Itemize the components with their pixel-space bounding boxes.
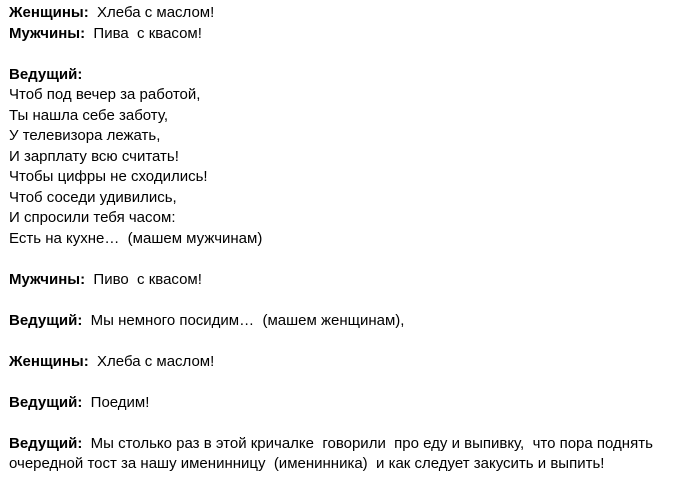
verse-line: Чтоб соседи удивились, [9,188,177,206]
document-body [9,3,695,475]
blank-line [9,44,695,65]
verse-line: Ты нашла себе заботу, [9,106,169,124]
verse-line: Есть на кухне… (машем мужчинам) [9,229,263,247]
verse-line: Чтобы цифры не сходились! [9,168,208,185]
blank-line [9,413,695,434]
dialogue-line [9,311,695,332]
speaker-label: Ведущий: [9,393,83,411]
line-text: Пива с квасом! [85,24,202,42]
line-text: Мы столько раз в этой кричалке говорили про еду и выпивку, что пора поднять очередной тост за нашу именинницу (именинника) и как следует закусить и выпить! [9,434,658,472]
verse-line: И зарплату всю считать! [9,147,179,165]
speaker-label: Ведущий: [9,65,83,83]
blank-line [9,290,695,311]
blank-line [9,249,695,270]
dialogue-paragraph [9,434,695,475]
blank-line [9,372,695,393]
dialogue-line [9,65,695,86]
speaker-label: Мужчины: [9,270,86,288]
dialogue-line [9,3,695,24]
speaker-label: Ведущий: [9,434,83,452]
dialogue-line [9,393,695,414]
speaker-label: Ведущий: [9,311,83,329]
speaker-label: Мужчины: [9,24,86,42]
dialogue-line [9,352,695,373]
verse-line: Чтоб под вечер за работой, [9,86,201,103]
verse-line: И спросили тебя часом: [9,209,176,226]
line-text: Хлеба с маслом! [88,4,215,21]
line-text: Хлеба с маслом! [88,352,215,370]
dialogue-line [9,24,695,45]
dialogue-line [9,270,695,291]
speaker-label: Женщины: [9,352,89,370]
verse-line: У телевизора лежать, [9,127,161,144]
blank-line [9,331,695,352]
line-text: Мы немного посидим… (машем женщинам), [82,311,405,329]
line-text: Пиво с квасом! [85,270,202,288]
line-text: Поедим! [82,393,150,411]
speaker-label: Женщины: [9,4,89,21]
